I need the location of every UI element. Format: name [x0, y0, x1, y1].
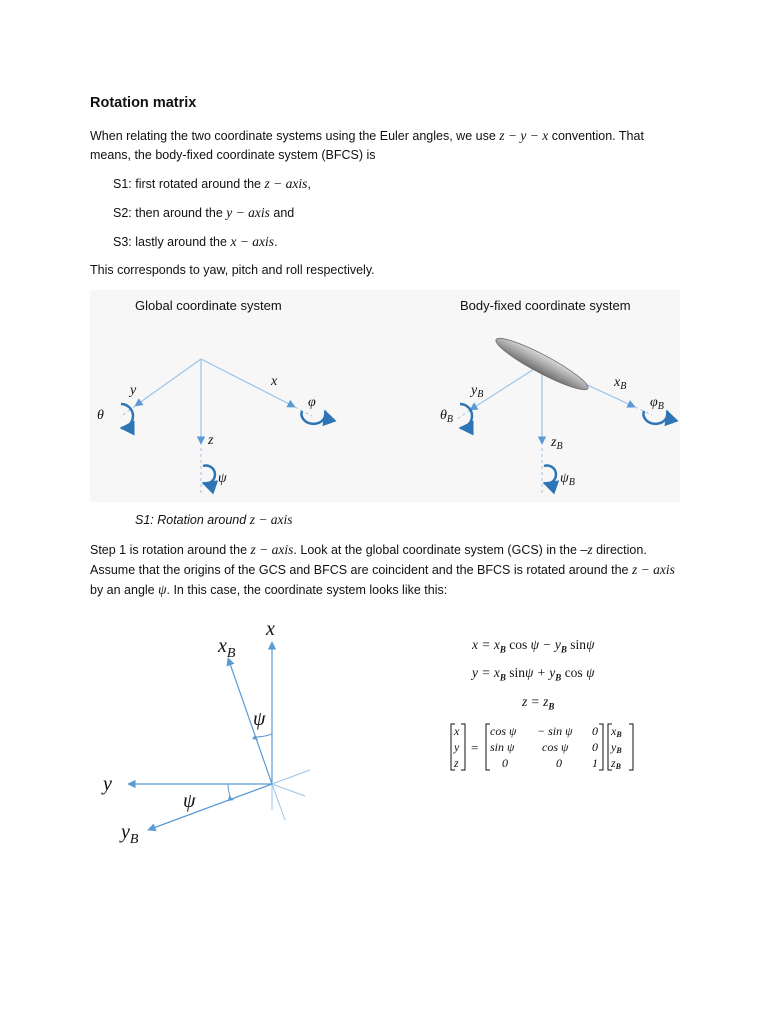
step1-text: . In this case, the coordinate system looks like this:: [166, 583, 448, 597]
step-text: S1: first rotated around the: [113, 177, 262, 191]
y-label: y: [130, 383, 137, 398]
y-label: y: [103, 773, 112, 795]
step-text: and: [269, 206, 295, 220]
step1-text: by an angle: [90, 583, 155, 597]
axis-math: z − axis: [264, 176, 308, 191]
figure-caption: [135, 512, 293, 528]
body-title: Body-fixed coordinate system: [460, 298, 631, 313]
rhs-yB: yB: [611, 740, 622, 755]
psi-label: ψ: [218, 471, 227, 486]
matrix-cell: 0: [502, 756, 508, 770]
intro-text: When relating the two coordinate systems using the Euler angles, we use: [90, 129, 496, 143]
step1-text: direction.: [596, 543, 647, 557]
psi-label-upper: ψ: [253, 708, 266, 730]
section-heading: Rotation matrix: [90, 95, 197, 111]
step-text: ,: [307, 177, 311, 191]
phi-label: φ: [308, 395, 316, 410]
lhs-z: z: [454, 756, 459, 770]
yaw-pitch-roll-text: This corresponds to yaw, pitch and roll respectively.: [90, 263, 375, 277]
yB-axis: [148, 784, 272, 830]
global-title: Global coordinate system: [135, 298, 282, 313]
step-text: S2: then around the: [113, 206, 223, 220]
step1-text: . Look at the global coordinate system (GCS) in the –: [293, 543, 588, 557]
step1-math: ψ: [158, 582, 167, 597]
equation-y: $y = x_B$ $\sin\psi + y_B$ cos ψ: [472, 665, 595, 683]
x-label: x: [271, 374, 278, 389]
lhs-x: x: [454, 724, 460, 738]
step1-text: Step 1 is rotation around the: [90, 543, 248, 557]
intro-paragraph: [90, 126, 690, 165]
rhs-xB: xB: [611, 724, 622, 739]
yB-label: $y_B$: [121, 821, 139, 847]
svg-text:=: =: [471, 740, 479, 755]
matrix-cell: cos ψ: [490, 724, 517, 738]
step1-math: z: [587, 542, 593, 557]
axis-math: x − axis: [230, 234, 275, 249]
rhs-zB: zB: [611, 756, 622, 771]
matrix-cell: 0: [592, 740, 598, 754]
body-z-label: $z_B$: [551, 435, 563, 452]
step-text: .: [274, 235, 278, 249]
step1-math: z − axis: [631, 562, 675, 577]
convention-math: z − y − x: [499, 128, 549, 143]
step1-text: Assume that the origins of the GCS and BFCS are coincident and the BFCS is rotated around the: [90, 563, 629, 577]
step-text: S3: lastly around the: [113, 235, 227, 249]
rotation-diagram: [90, 610, 330, 860]
xB-label: $x_B$: [218, 635, 236, 661]
matrix-cell: − sin ψ: [537, 724, 573, 738]
rotation-matrix-equation: [449, 722, 639, 772]
step-item: [113, 232, 278, 252]
step-item: [113, 203, 294, 223]
psi-arc-upper: [255, 734, 272, 737]
lhs-y: y: [454, 740, 460, 754]
matrix-cell: sin ψ: [490, 740, 515, 754]
body-x-label: $x_B$: [614, 375, 627, 392]
coordinate-systems-figure: [90, 290, 680, 502]
intro-text: means, the body-fixed coordinate system (BFCS) is: [90, 148, 376, 162]
body-phi-label: $\varphi_B$: [650, 395, 664, 412]
z-label: z: [208, 433, 214, 448]
equation-z: $z = z_B$: [522, 694, 555, 712]
matrix-cell: 0: [592, 724, 598, 738]
step-item: [113, 174, 311, 194]
caption-text: S1: Rotation around: [135, 513, 247, 527]
x-label: x: [266, 618, 275, 640]
theta-label: θ: [97, 408, 104, 423]
matrix-cell: cos ψ: [542, 740, 569, 754]
body-theta-label: $\theta_B$: [440, 408, 453, 425]
step1-math: z − axis: [250, 542, 294, 557]
matrix-cell: 0: [556, 756, 562, 770]
body-psi-label: $\psi_B$: [560, 471, 575, 488]
caption-math: z − axis: [249, 512, 293, 527]
matrix-cell: 1: [592, 756, 598, 770]
equation-x: $x = x_B$ $\cos \psi - y_B$ sinψ: [472, 637, 595, 655]
step1-paragraph: [90, 540, 690, 600]
axis-math: y − axis: [226, 205, 270, 220]
body-y-label: $y_B$: [471, 383, 484, 400]
intro-text: convention. That: [551, 129, 644, 143]
psi-label-lower: ψ: [183, 790, 196, 812]
